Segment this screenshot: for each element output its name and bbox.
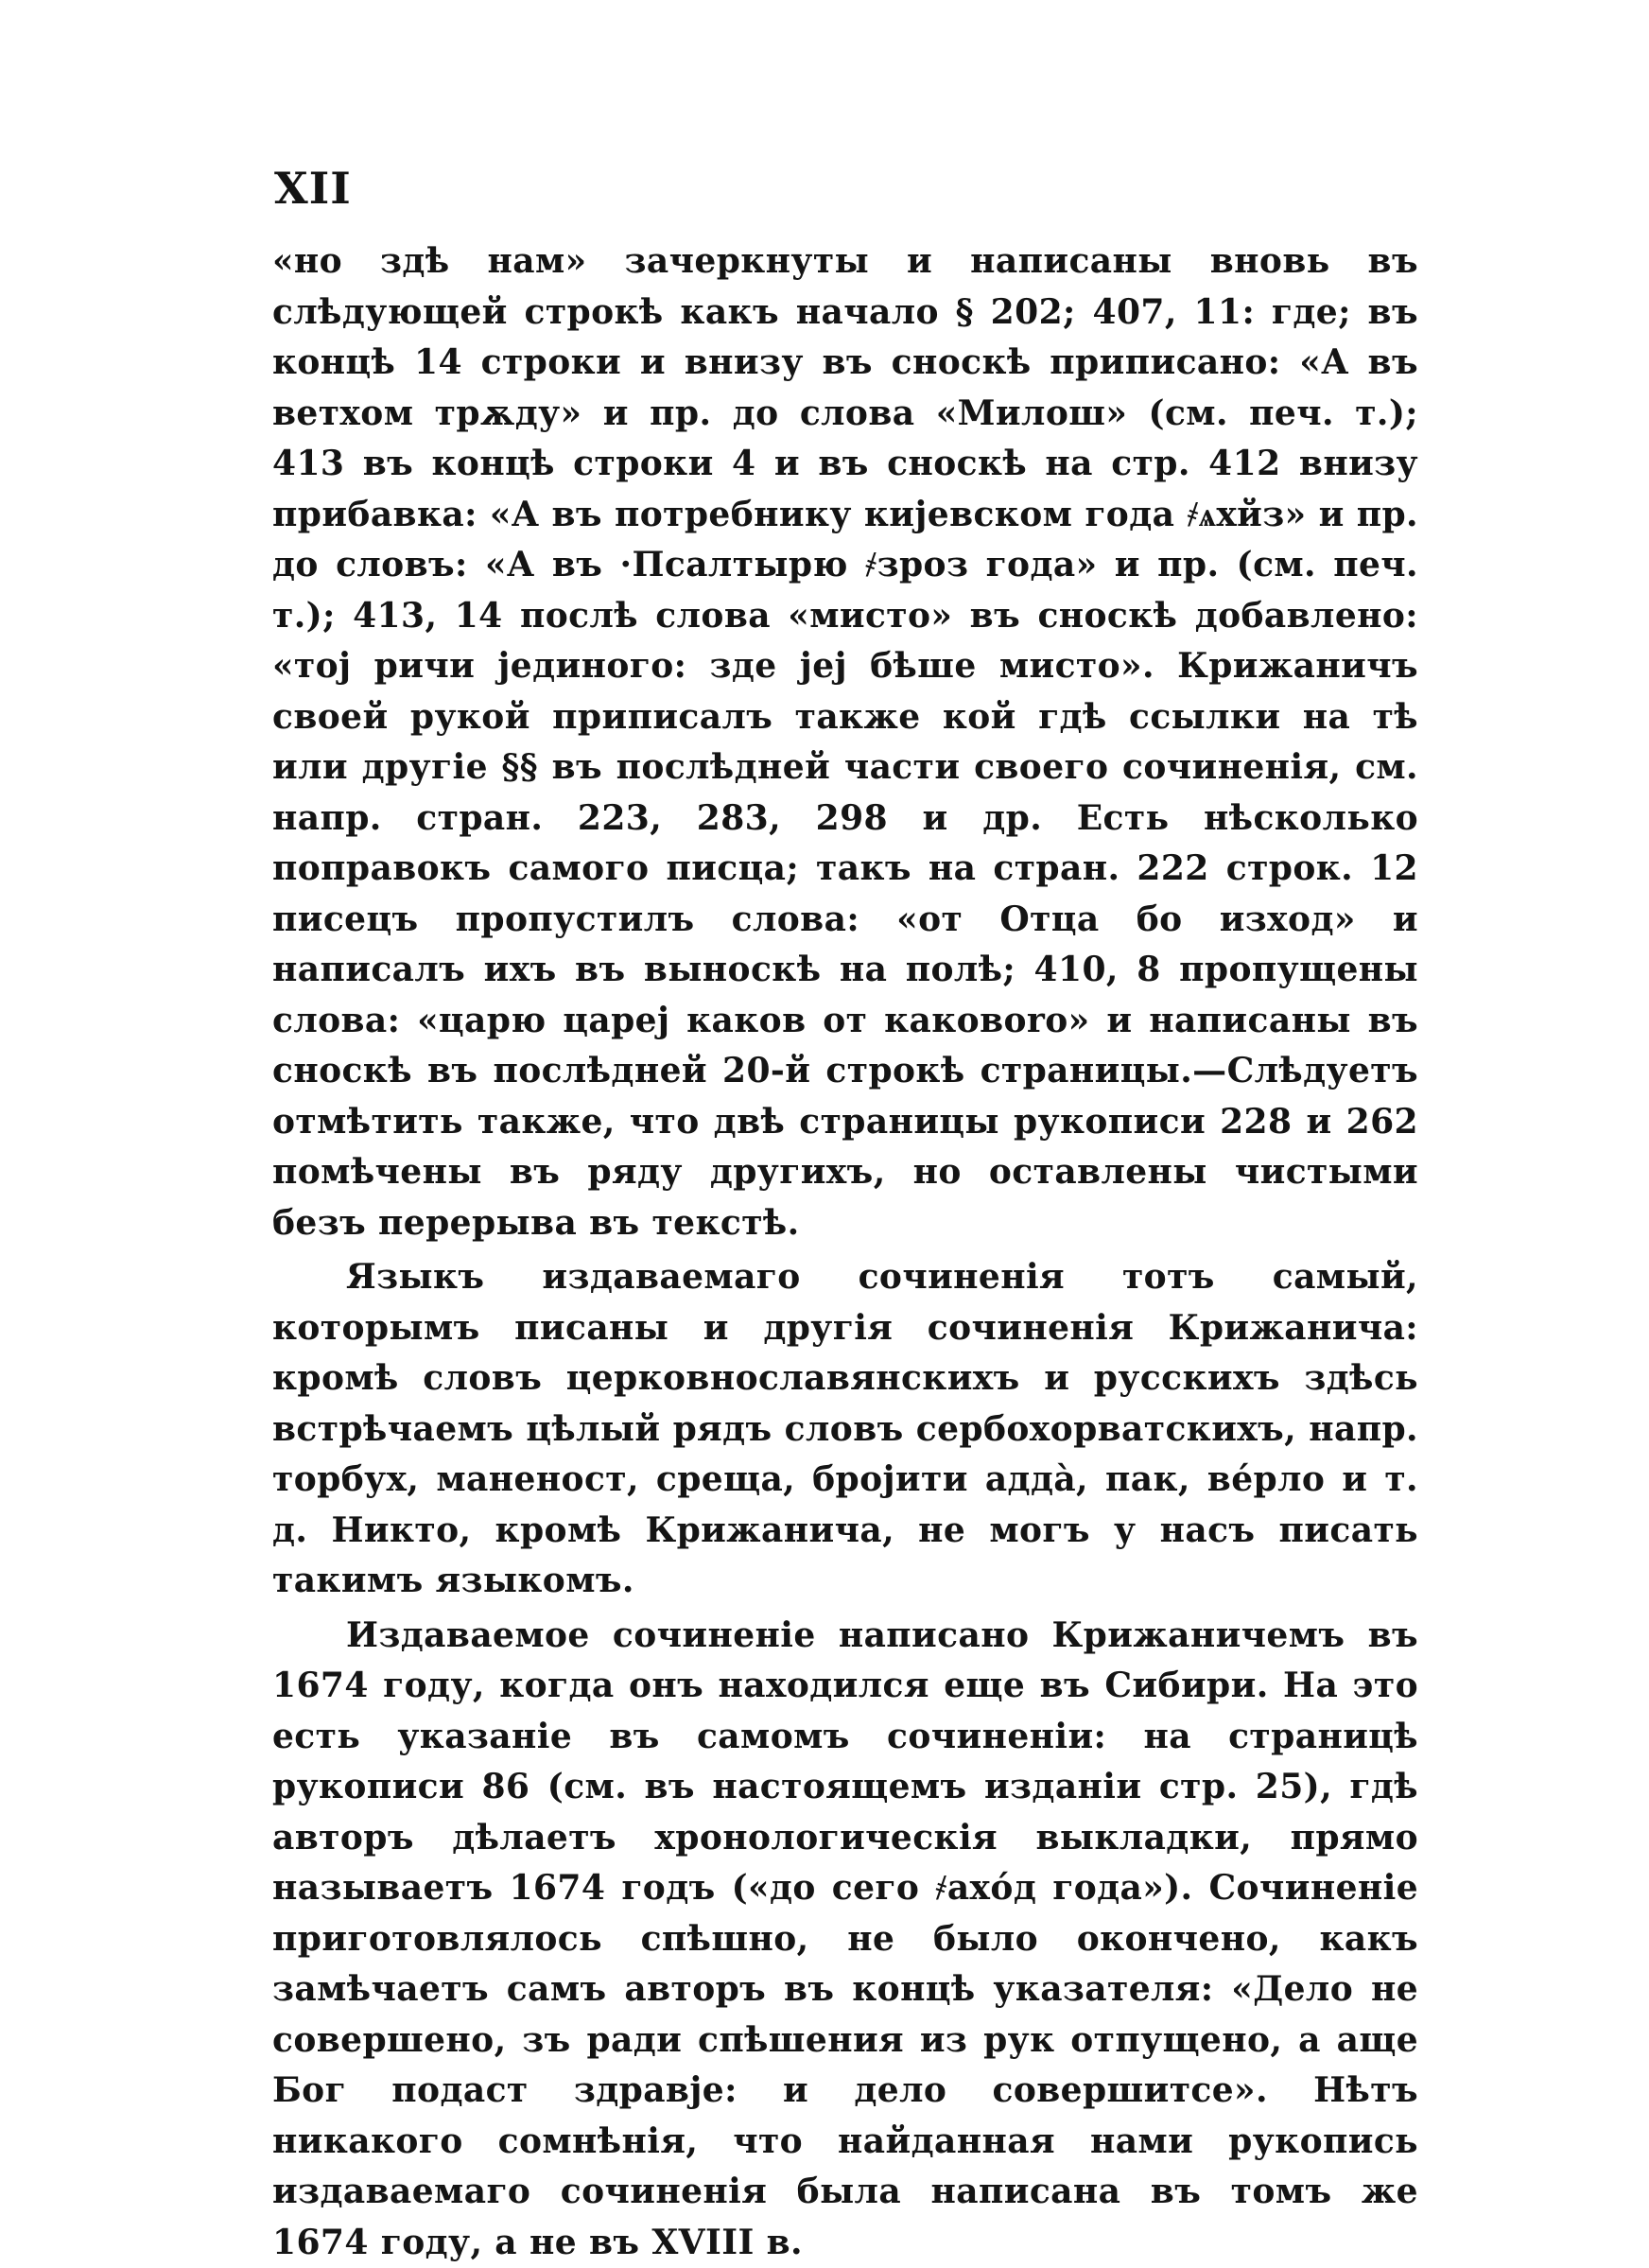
paragraph-2: Языкъ издаваемаго сочиненія тотъ самый, которымъ писаны и другія сочиненія Крижанича: кромѣ словъ церковнославянскихъ и русскихъ здѣсь встрѣчаемъ цѣлый рядъ словъ сербохорватскихъ, напр. торбух, маненост, срещa, бројити аддà, пак, вéрло и т. д. Никто, кромѣ Крижанича, не могъ у насъ писать такимъ языкомъ. [272,1252,1418,1607]
paragraph-1: «но здѣ нам» зачеркнуты и написаны вновь въ слѣдующей строкѣ какъ начало § 202; 407, 11: где; въ концѣ 14 строки и внизу въ сноскѣ приписано: «А въ ветхом трѫду» и пр. до слова «Милош» (см. печ. т.); 413 въ концѣ строки 4 и въ сноскѣ на стр. 412 внизу прибавка: «А въ потребнику кијевском года ҂ѧхйз» и пр. до словъ: «А въ ·Псалтырю ҂зроз года» и пр. (см. печ. т.); 413, 14 послѣ слова «мисто» въ сноскѣ добавлено: «тој ричи јединого: зде јеј бѣше мисто». Крижаничъ своей рукой приписалъ также кой гдѣ ссылки на тѣ или другіе §§ въ послѣдней части своего сочиненія, см. напр. стран. 223, 283, 298 и др. Есть нѣсколько поправокъ самого писца; такъ на стран. 222 строк. 12 писецъ пропустилъ слова: «от Отца бо изход» и написалъ ихъ въ выноскѣ на полѣ; 410, 8 пропущены слова: «царю цареј каков от каковоrо» и написаны въ сноскѣ въ послѣдней 20-й строкѣ страницы.—Слѣдуетъ отмѣтить также, что двѣ страницы рукописи 228 и 262 помѣчены въ ряду другихъ, но оставлены чистыми безъ перерыва въ текстѣ. [272,236,1418,1248]
page-number: XII [274,163,352,214]
body-text [272,236,1418,2268]
paragraph-3: Издаваемое сочиненіе написано Крижаничемъ въ 1674 году, когда онъ находился еще въ Сибири. На это есть указаніе въ самомъ сочиненіи: на страницѣ рукописи 86 (см. въ настоящемъ изданіи стр. 25), гдѣ авторъ дѣлаетъ хронологическія выкладки, прямо называетъ 1674 годъ («до сего ҂ахо́д года»). Сочиненіе приготовлялось спѣшно, не было окончено, какъ замѣчаетъ самъ авторъ въ концѣ указателя: «Дело не совершено, зъ ради спѣшения из рук отпущено, а аще Бог подаст здравје: и дело совершитсе». Нѣтъ никакого сомнѣнія, что найданная нами рукопись издаваемаго сочиненія была написана въ томъ же 1674 году, а не въ XVIII в. [272,1611,1418,2268]
